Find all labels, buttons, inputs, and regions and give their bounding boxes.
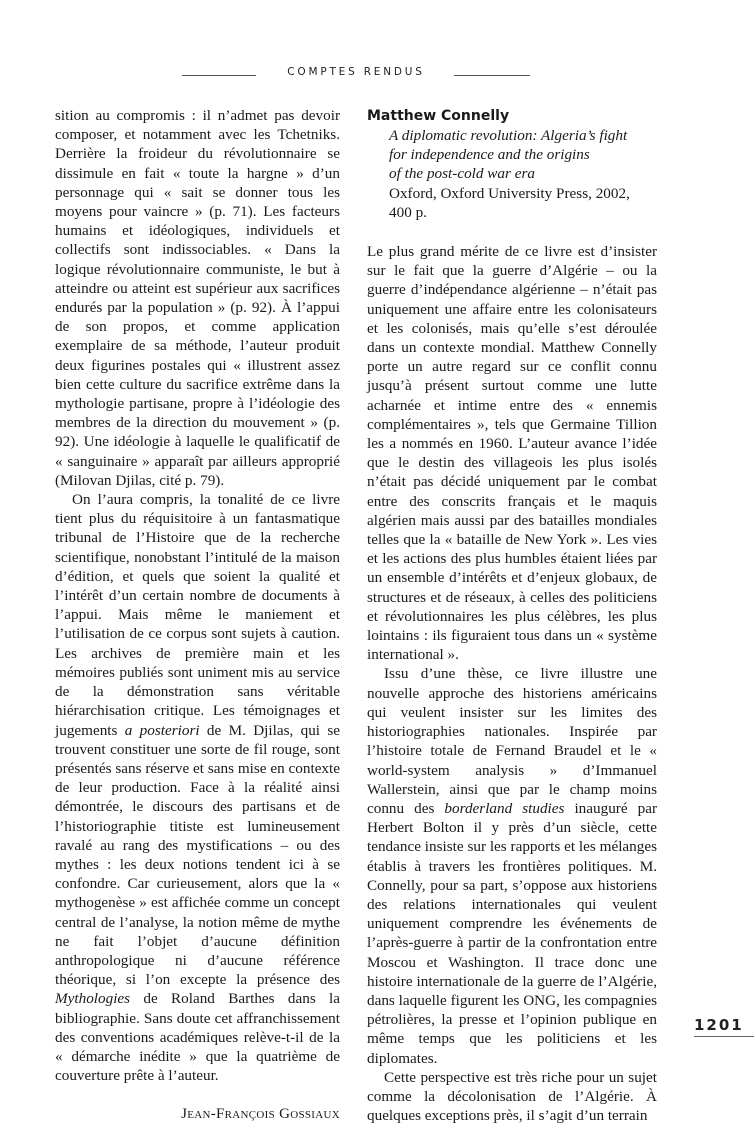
text-run: de Roland Barthes dans la bibliographie. Sans doute cet affranchissement des conventions académiques relève-t-il de la « démarche inédite » que la quatrième de couverture prête à l’auteur.	[55, 990, 340, 1085]
header-rule-right	[454, 75, 530, 76]
italic-term: a posteriori	[124, 721, 200, 739]
page-number: 1201	[694, 1016, 744, 1034]
text-run: Issu d’une thèse, ce livre illustre une nouvelle approche des historiens américains qui veulent insister sur les limites des historiographies nationales. Inspirée par l’histoire totale de Fernand Braudel et le « world-system analysis » d’Immanuel Wallerstein, ainsi que par le champ moins connu des	[367, 665, 657, 817]
book-pages: 400 p.	[389, 203, 427, 221]
book-publisher: Oxford, Oxford University Press, 2002,	[389, 184, 630, 202]
paragraph: Le plus grand mérite de ce livre est d’insister sur le fait que la guerre d’Algérie – ou la guerre d’indépendance algérienne – n’était pas uniquement une affaire entre les colonisateurs et les colonisés, mais qu’elle s’est déroulée dans un contexte mondial. Matthew Connelly porte un autre regard sur ce conflit connu jusqu’à présent surtout comme une lutte acharnée et intime entre des « ennemis complémentaires », tels que Germaine Tillion les a nommés en 1960. L’auteur avance l’idée que le destin des villageois les plus isolés n’était pas décidé uniquement par le combat entre des conscrits français et le maquis algérien mais aussi par des batailles mondiales telles que la « bataille de New York ». Les vies et les actions des plus humbles étaient liées par un ensemble d’intérêts et d’enjeux globaux, de structures et de réseaux, à celles des politiciens et révolutionnaires les plus célèbres, les plus lointains : ils figuraient tous dans un « système international ».	[367, 243, 657, 664]
running-title: COMPTES RENDUS	[287, 66, 425, 78]
right-column	[367, 106, 657, 1125]
book-title-line: for independence and the origins	[389, 146, 590, 164]
left-column	[55, 106, 340, 1125]
paragraph: Cette perspective est très riche pour un sujet comme la décolonisation de l’Algérie. À quelques exceptions près, il s’agit d’un terrain	[367, 1068, 657, 1125]
paragraph	[55, 490, 340, 1085]
book-reference	[367, 106, 657, 222]
text-run: inauguré par Herbert Bolton il y près d’un siècle, cette tendance insiste sur les rapports et les mélanges établis à travers les frontières politiques. M. Connelly, pour sa part, s’oppose aux historiens des relations internationales qui veulent uniquement comprendre les événements de l’après-guerre à partir de la confrontation entre Moscou et Washington. Il trace donc une histoire internationale de la guerre de l’Algérie, dans laquelle figurent les	[367, 799, 657, 1009]
review-signature: Jean-François Gossiaux	[181, 1106, 340, 1123]
book-author: Matthew Connelly	[367, 108, 510, 124]
book-title-line: of the post-cold war era	[389, 165, 535, 183]
running-header	[182, 66, 530, 84]
italic-title: Mythologies	[55, 990, 131, 1008]
paragraph	[367, 664, 657, 1067]
text-run: , les compagnies pétrolières, la presse et l’opinion publique en même temps que les politiciens et les diplomates.	[367, 991, 657, 1067]
italic-term: borderland studies	[444, 799, 565, 817]
small-caps-term: ONG	[523, 991, 557, 1009]
page-number-rule	[694, 1036, 754, 1037]
text-run: On l’aura compris, la tonalité de ce livre tient plus du réquisitoire à un fantasmatique tribunal de l’Histoire que de la recherche scientifique, nonobstant l’intitulé de la maison d’édition, et quels que soient la qualité et l’intérêt d’un certain nombre de documents à l’appui. Mais même le maniement et l’utilisation de ce corpus sont sujets à caution. Les archives de première main et les mémoires publiés sont uniment mis au service de la démonstration sans véritable hiérarchisation critique. Les témoignages et jugements	[55, 491, 340, 739]
text-run: de M. Djilas, qui se trouvent constituer une sorte de fil rouge, sont présentés sans réserve et sans mise en contexte de leur production. Face à la réalité ainsi démontrée, le discours des partisans et de l’historiographie titiste est lumineusement ravalé au rang des mystifications – ou des mythes : les deux notions tendent ici à se confondre. Car curieusement, alors que la « mythogenèse » est affichée comme un concept central de l’analyse, la notion même de mythe ne fait l’objet d’aucune définition anthropologique ni d’aucune référence théorique, si l’on excepte la présence des	[55, 721, 340, 989]
book-title-line: A diplomatic revolution: Algeria’s fight	[389, 127, 628, 144]
paragraph: sition au compromis : il n’admet pas devoir composer, et notamment avec les Tchetniks. Derrière la froideur du révolutionnaire se dissimule en fait « toute la hargne » d’un personnage qui « sait se donner tous les moyens pour vaincre » (p. 71). Les facteurs humains et idéologiques, individuels et collectifs sont indissociables. « Dans la logique révolutionnaire communiste, le but à atteindre ou atteint est supérieur aux sacrifices endurés par la population » (p. 92). À l’appui de son propos, et comme application exemplaire de sa méthode, l’auteur produit deux figurines postales qui « illustrent assez bien cette culture du sacrifice extrême dans la mythologie partisane, propre à l’idéologie des membres de la direction du mouvement » (p. 92). Une idéologie à laquelle le qualificatif de « sanguinaire » apparaît par ailleurs approprié (Milovan Djilas, cité p. 79).	[55, 107, 340, 489]
